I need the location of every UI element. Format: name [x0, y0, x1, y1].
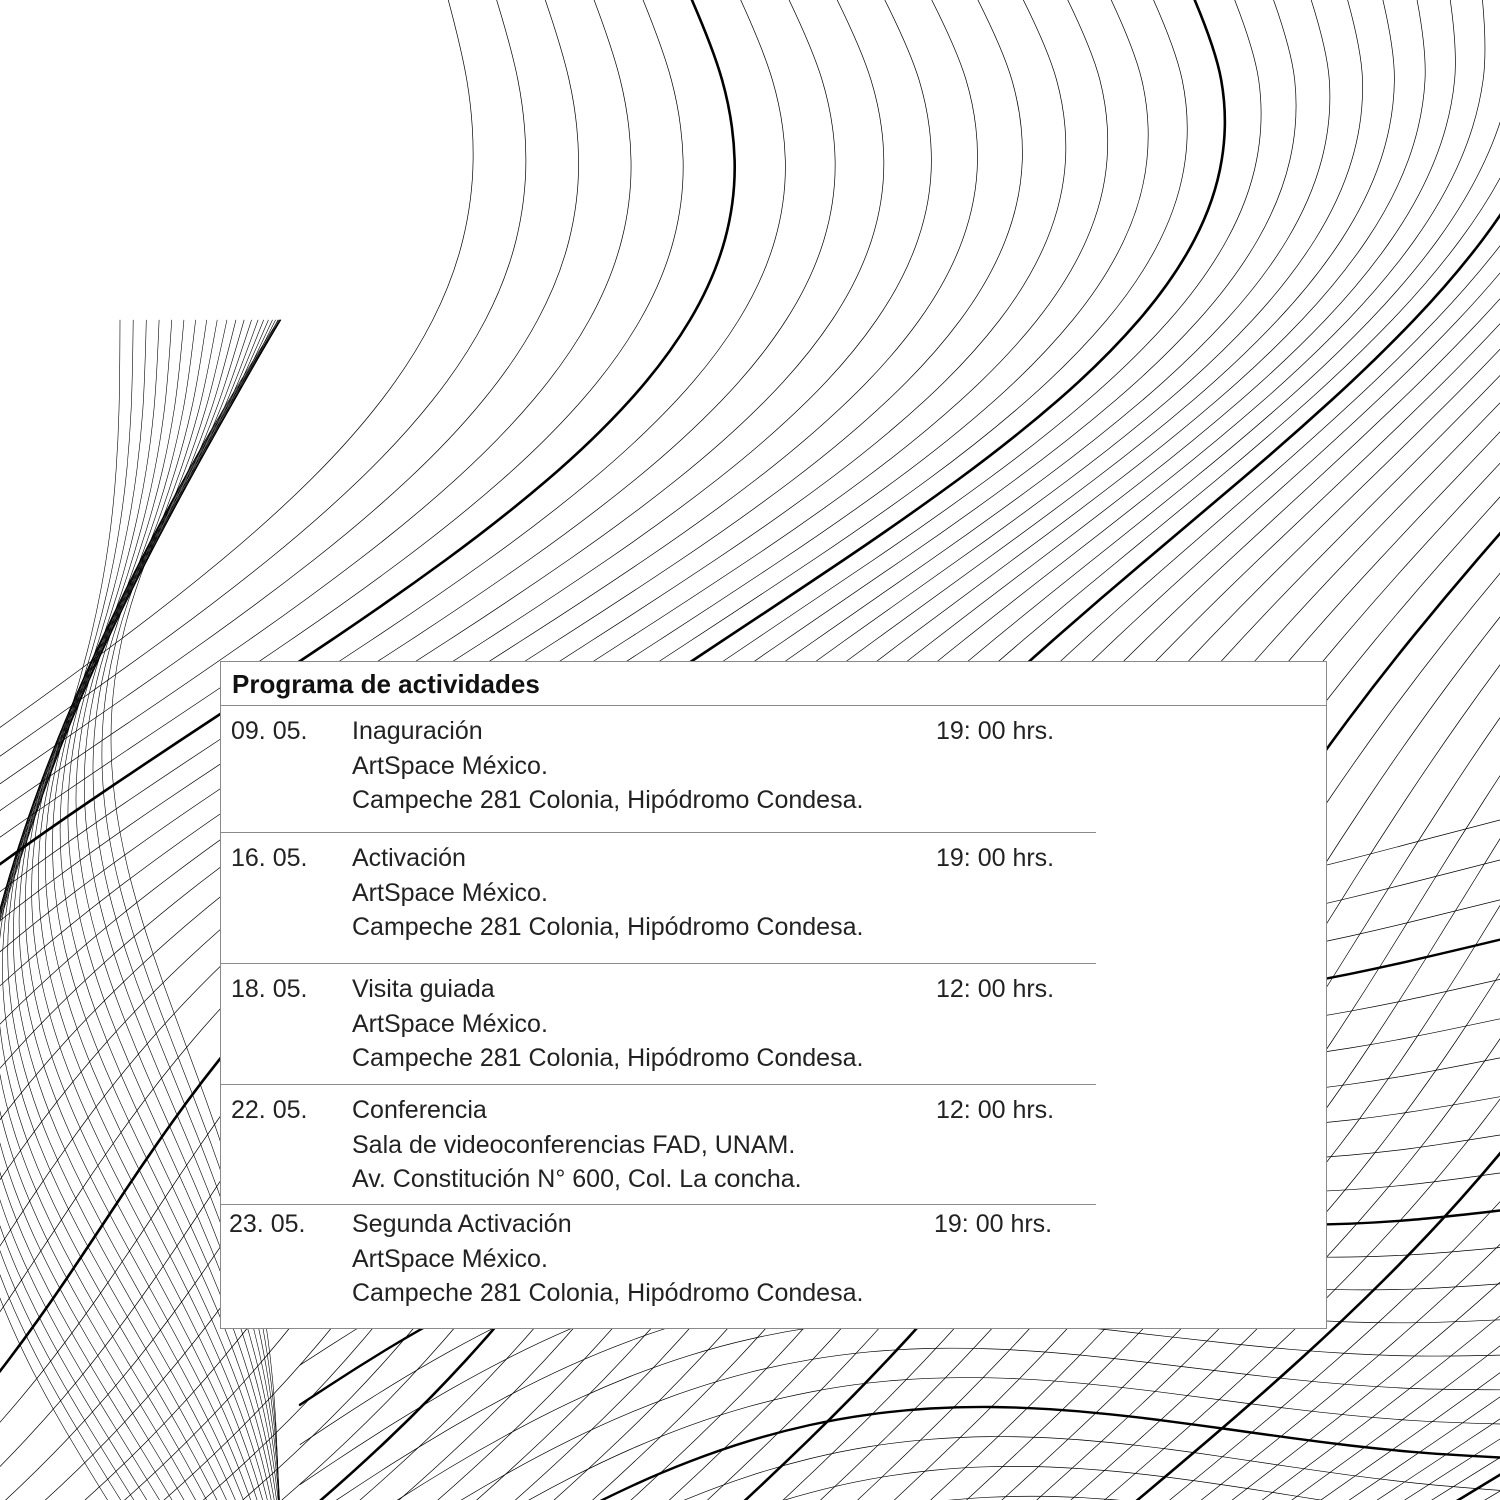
event-date: 22. 05. [231, 1096, 308, 1124]
event-date: 09. 05. [231, 717, 308, 745]
event-details [352, 972, 863, 1076]
wave-line [0, 320, 172, 1500]
event-name: Conferencia [352, 1096, 487, 1124]
event-date: 18. 05. [231, 975, 308, 1003]
event-row [221, 964, 1096, 1085]
event-venue: ArtSpace México. [352, 1244, 548, 1273]
event-row [221, 1085, 1096, 1205]
event-details [352, 841, 863, 945]
event-time: 19: 00 hrs. [934, 1210, 1053, 1238]
wave-line [1311, 0, 1500, 1500]
wave-line [1434, 0, 1500, 1500]
event-name: Activación [352, 844, 466, 872]
program-panel [220, 661, 1327, 1329]
event-name: Inaguración [352, 717, 483, 745]
wave-line [300, 1437, 1500, 1500]
event-row [221, 706, 1096, 833]
event-address: Av. Constitución N° 600, Col. La concha. [352, 1165, 802, 1193]
event-time: 19: 00 hrs. [936, 844, 1055, 872]
event-name: Visita guiada [352, 975, 495, 1003]
program-title: Programa de actividades [221, 662, 1326, 706]
event-address: Campeche 281 Colonia, Hipódromo Condesa. [352, 913, 864, 941]
event-details [352, 1207, 863, 1311]
event-venue: ArtSpace México. [352, 751, 548, 780]
wave-line [1385, 0, 1500, 1500]
wave-line [300, 1378, 1500, 1500]
event-venue: ArtSpace México. [352, 1009, 548, 1038]
event-address: Campeche 281 Colonia, Hipódromo Condesa. [352, 1044, 864, 1072]
event-details [352, 714, 863, 818]
wave-line [1336, 0, 1500, 1500]
wave-line [1409, 0, 1500, 1500]
event-row [221, 1205, 1096, 1325]
event-address: Campeche 281 Colonia, Hipódromo Condesa. [352, 1279, 864, 1307]
event-date: 16. 05. [231, 844, 308, 872]
wave-line [0, 320, 217, 1500]
event-date: 23. 05. [229, 1210, 306, 1238]
event-venue: ArtSpace México. [352, 878, 548, 907]
event-time: 19: 00 hrs. [936, 717, 1055, 745]
wave-line [2, 320, 235, 1500]
event-address: Campeche 281 Colonia, Hipódromo Condesa. [352, 786, 864, 814]
event-venue: Sala de videoconferencias FAD, UNAM. [352, 1130, 796, 1159]
event-name: Segunda Activación [352, 1210, 572, 1238]
wave-line [300, 1407, 1500, 1500]
event-details [352, 1093, 802, 1197]
wave-line [13, 320, 251, 1500]
event-row [221, 833, 1096, 964]
event-time: 12: 00 hrs. [936, 1096, 1055, 1124]
wave-line [1360, 0, 1500, 1500]
wave-line [0, 320, 146, 1500]
wave-line [0, 320, 120, 1500]
event-time: 12: 00 hrs. [936, 975, 1055, 1003]
